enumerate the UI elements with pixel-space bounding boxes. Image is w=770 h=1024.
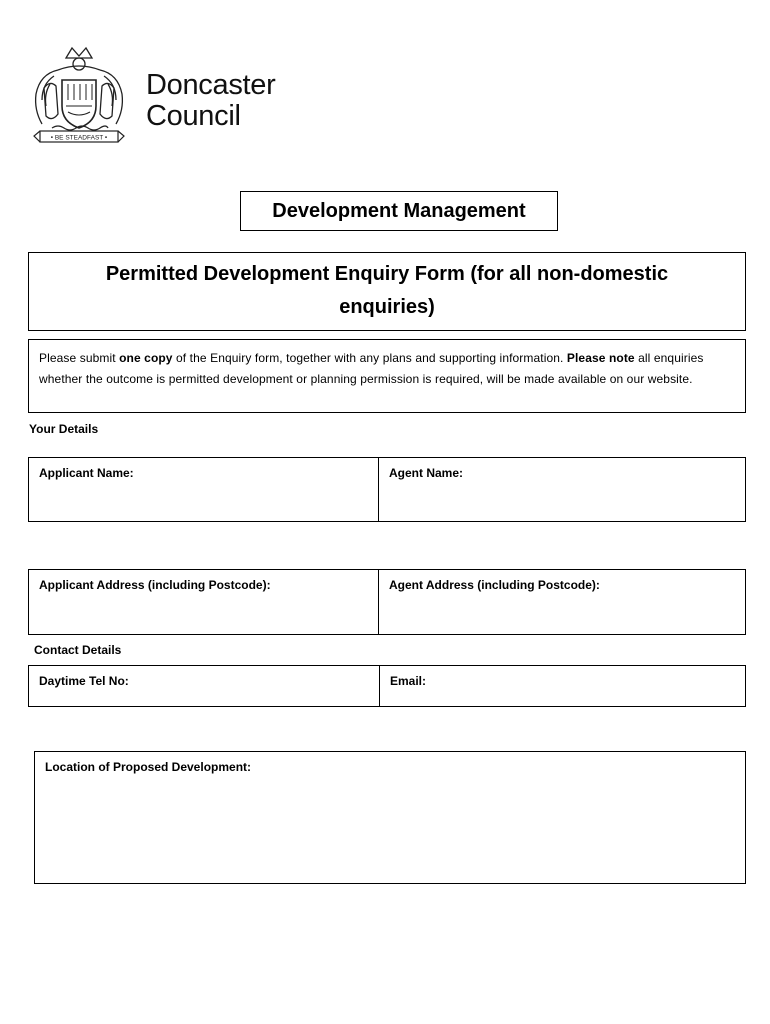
form-title-line2: enquiries) [339,296,435,318]
form-title-line1: Permitted Development Enquiry Form (for all non-domestic [105,263,669,285]
agent-address-field[interactable] [379,570,745,634]
notice-text-2: of the Enquiry form, together with any plans and supporting information. [172,351,567,365]
daytime-tel-field[interactable] [29,666,380,706]
addresses-row [28,569,746,635]
svg-text:• BE STEADFAST •: • BE STEADFAST • [50,134,108,142]
council-name-line2: Council [146,100,241,132]
notice-bold-one-copy: one copy [119,351,173,365]
notice-text-1: Please submit [39,351,120,365]
contact-details-label: Contact Details [34,643,122,657]
names-row [28,457,746,522]
submission-notice [28,339,746,413]
email-field[interactable] [380,666,745,706]
notice-text-3: all enquiries whether the outcome is permitted development or planning permission is required, will be made available on our website. [39,351,704,386]
applicant-name-field[interactable] [29,458,379,521]
location-field[interactable] [35,752,745,883]
council-name [146,70,275,132]
location-row [34,751,746,884]
email-label: Email: [390,674,427,688]
department-heading: Development Management [240,191,558,231]
council-name-line1: Doncaster [146,69,276,101]
your-details-label: Your Details [29,422,99,436]
applicant-name-label: Applicant Name: [39,466,134,480]
council-crest-logo [28,44,130,148]
location-label: Location of Proposed Development: [45,760,252,774]
contact-row [28,665,746,707]
form-title [28,252,746,331]
agent-name-label: Agent Name: [389,466,464,480]
daytime-tel-label: Daytime Tel No: [39,674,129,688]
applicant-address-field[interactable] [29,570,379,634]
agent-name-field[interactable] [379,458,745,521]
notice-bold-please-note: Please note [566,351,635,365]
agent-address-label: Agent Address (including Postcode): [389,578,600,592]
applicant-address-label: Applicant Address (including Postcode): [39,578,271,592]
